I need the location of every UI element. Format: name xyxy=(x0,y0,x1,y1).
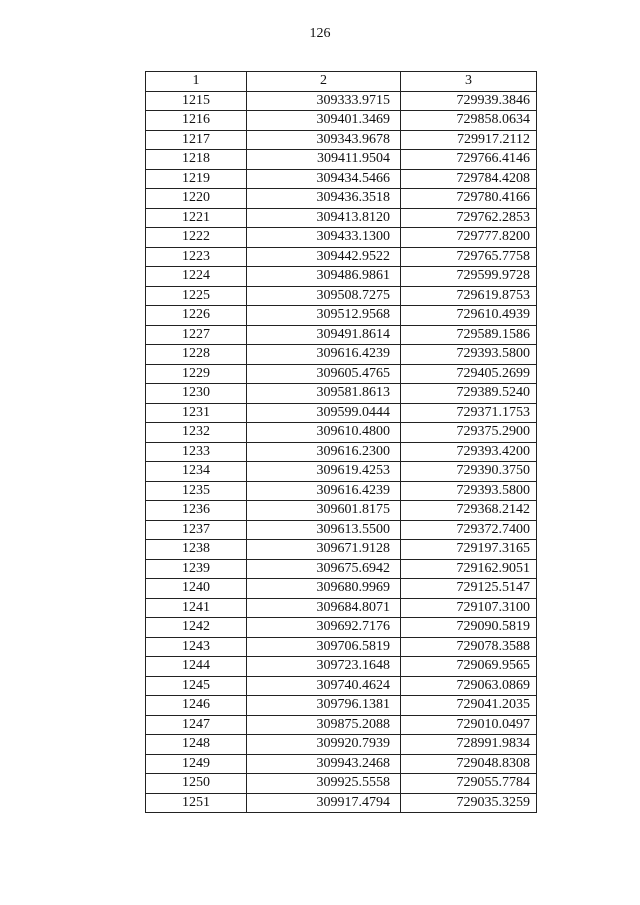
point-number-cell: 1249 xyxy=(146,754,247,774)
x-coordinate-cell: 309433.1300 xyxy=(247,228,401,248)
y-coordinate-cell: 729375.2900 xyxy=(401,423,537,443)
table-row xyxy=(146,462,537,482)
point-number-cell: 1238 xyxy=(146,540,247,560)
x-coordinate-cell: 309920.7939 xyxy=(247,735,401,755)
x-coordinate-cell: 309706.5819 xyxy=(247,637,401,657)
table-row xyxy=(146,715,537,735)
x-coordinate-cell: 309917.4794 xyxy=(247,793,401,813)
y-coordinate-cell: 729610.4939 xyxy=(401,306,537,326)
x-coordinate-cell: 309723.1648 xyxy=(247,657,401,677)
table-row xyxy=(146,423,537,443)
y-coordinate-cell: 729619.8753 xyxy=(401,286,537,306)
y-coordinate-cell: 729107.3100 xyxy=(401,598,537,618)
point-number-cell: 1232 xyxy=(146,423,247,443)
point-number-cell: 1230 xyxy=(146,384,247,404)
y-coordinate-cell: 729069.9565 xyxy=(401,657,537,677)
point-number-cell: 1221 xyxy=(146,208,247,228)
x-coordinate-cell: 309401.3469 xyxy=(247,111,401,131)
table-row xyxy=(146,520,537,540)
table-row xyxy=(146,481,537,501)
x-coordinate-cell: 309581.8613 xyxy=(247,384,401,404)
x-coordinate-cell: 309343.9678 xyxy=(247,130,401,150)
point-number-cell: 1226 xyxy=(146,306,247,326)
x-coordinate-cell: 309491.8614 xyxy=(247,325,401,345)
table-row xyxy=(146,325,537,345)
point-number-cell: 1247 xyxy=(146,715,247,735)
x-coordinate-cell: 309675.6942 xyxy=(247,559,401,579)
point-number-cell: 1248 xyxy=(146,735,247,755)
x-coordinate-cell: 309616.2300 xyxy=(247,442,401,462)
point-number-cell: 1216 xyxy=(146,111,247,131)
y-coordinate-cell: 729078.3588 xyxy=(401,637,537,657)
point-number-cell: 1225 xyxy=(146,286,247,306)
y-coordinate-cell: 729048.8308 xyxy=(401,754,537,774)
x-coordinate-cell: 309875.2088 xyxy=(247,715,401,735)
table-row xyxy=(146,754,537,774)
x-coordinate-cell: 309605.4765 xyxy=(247,364,401,384)
x-coordinate-cell: 309616.4239 xyxy=(247,345,401,365)
point-number-cell: 1233 xyxy=(146,442,247,462)
y-coordinate-cell: 729599.9728 xyxy=(401,267,537,287)
y-coordinate-cell: 729390.3750 xyxy=(401,462,537,482)
y-coordinate-cell: 729368.2142 xyxy=(401,501,537,521)
point-number-cell: 1240 xyxy=(146,579,247,599)
x-coordinate-cell: 309796.1381 xyxy=(247,696,401,716)
point-number-cell: 1215 xyxy=(146,91,247,111)
point-number-cell: 1222 xyxy=(146,228,247,248)
table-row xyxy=(146,403,537,423)
table-row xyxy=(146,306,537,326)
table-row xyxy=(146,267,537,287)
x-coordinate-cell: 309512.9568 xyxy=(247,306,401,326)
table-row xyxy=(146,618,537,638)
y-coordinate-cell: 729125.5147 xyxy=(401,579,537,599)
table-row xyxy=(146,364,537,384)
table-row xyxy=(146,579,537,599)
table-row xyxy=(146,657,537,677)
point-number-cell: 1217 xyxy=(146,130,247,150)
point-number-cell: 1229 xyxy=(146,364,247,384)
point-number-cell: 1237 xyxy=(146,520,247,540)
x-coordinate-cell: 309610.4800 xyxy=(247,423,401,443)
y-coordinate-cell: 729393.5800 xyxy=(401,345,537,365)
x-coordinate-cell: 309411.9504 xyxy=(247,150,401,170)
page-number: 126 xyxy=(309,26,331,41)
y-coordinate-cell: 729405.2699 xyxy=(401,364,537,384)
table-body xyxy=(146,91,537,813)
x-coordinate-cell: 309601.8175 xyxy=(247,501,401,521)
point-number-cell: 1219 xyxy=(146,169,247,189)
y-coordinate-cell: 729762.2853 xyxy=(401,208,537,228)
x-coordinate-cell: 309434.5466 xyxy=(247,169,401,189)
y-coordinate-cell: 729063.0869 xyxy=(401,676,537,696)
point-number-cell: 1218 xyxy=(146,150,247,170)
point-number-cell: 1231 xyxy=(146,403,247,423)
table-row xyxy=(146,384,537,404)
y-coordinate-cell: 729197.3165 xyxy=(401,540,537,560)
table-row xyxy=(146,130,537,150)
table-row xyxy=(146,228,537,248)
table-row xyxy=(146,208,537,228)
y-coordinate-cell: 729055.7784 xyxy=(401,774,537,794)
point-number-cell: 1234 xyxy=(146,462,247,482)
y-coordinate-cell: 729777.8200 xyxy=(401,228,537,248)
table-row xyxy=(146,169,537,189)
point-number-cell: 1223 xyxy=(146,247,247,267)
x-coordinate-cell: 309671.9128 xyxy=(247,540,401,560)
y-coordinate-cell: 729035.3259 xyxy=(401,793,537,813)
x-coordinate-cell: 309599.0444 xyxy=(247,403,401,423)
table-row xyxy=(146,150,537,170)
header-row xyxy=(146,72,537,92)
y-coordinate-cell: 729162.9051 xyxy=(401,559,537,579)
point-number-cell: 1235 xyxy=(146,481,247,501)
y-coordinate-cell: 729393.4200 xyxy=(401,442,537,462)
y-coordinate-cell: 729917.2112 xyxy=(401,130,537,150)
x-coordinate-cell: 309436.3518 xyxy=(247,189,401,209)
column-header-point: 1 xyxy=(146,72,247,92)
table-row xyxy=(146,247,537,267)
x-coordinate-cell: 309925.5558 xyxy=(247,774,401,794)
point-number-cell: 1242 xyxy=(146,618,247,638)
x-coordinate-cell: 309333.9715 xyxy=(247,91,401,111)
table-row xyxy=(146,598,537,618)
y-coordinate-cell: 729780.4166 xyxy=(401,189,537,209)
y-coordinate-cell: 729041.2035 xyxy=(401,696,537,716)
table-row xyxy=(146,501,537,521)
y-coordinate-cell: 729784.4208 xyxy=(401,169,537,189)
table-row xyxy=(146,696,537,716)
y-coordinate-cell: 729090.5819 xyxy=(401,618,537,638)
x-coordinate-cell: 309684.8071 xyxy=(247,598,401,618)
table-row xyxy=(146,774,537,794)
table-row xyxy=(146,286,537,306)
point-number-cell: 1241 xyxy=(146,598,247,618)
x-coordinate-cell: 309740.4624 xyxy=(247,676,401,696)
column-header-x: 2 xyxy=(247,72,401,92)
point-number-cell: 1227 xyxy=(146,325,247,345)
table-row xyxy=(146,735,537,755)
table-row xyxy=(146,559,537,579)
point-number-cell: 1239 xyxy=(146,559,247,579)
table-row xyxy=(146,442,537,462)
table-row xyxy=(146,676,537,696)
point-number-cell: 1250 xyxy=(146,774,247,794)
y-coordinate-cell: 729766.4146 xyxy=(401,150,537,170)
y-coordinate-cell: 729939.3846 xyxy=(401,91,537,111)
y-coordinate-cell: 729372.7400 xyxy=(401,520,537,540)
x-coordinate-cell: 309619.4253 xyxy=(247,462,401,482)
x-coordinate-cell: 309680.9969 xyxy=(247,579,401,599)
point-number-cell: 1251 xyxy=(146,793,247,813)
x-coordinate-cell: 309442.9522 xyxy=(247,247,401,267)
x-coordinate-cell: 309613.5500 xyxy=(247,520,401,540)
point-number-cell: 1220 xyxy=(146,189,247,209)
x-coordinate-cell: 309943.2468 xyxy=(247,754,401,774)
x-coordinate-cell: 309508.7275 xyxy=(247,286,401,306)
table-row xyxy=(146,91,537,111)
y-coordinate-cell: 729858.0634 xyxy=(401,111,537,131)
y-coordinate-cell: 729389.5240 xyxy=(401,384,537,404)
x-coordinate-cell: 309486.9861 xyxy=(247,267,401,287)
table-row xyxy=(146,345,537,365)
point-number-cell: 1246 xyxy=(146,696,247,716)
point-number-cell: 1245 xyxy=(146,676,247,696)
point-number-cell: 1228 xyxy=(146,345,247,365)
x-coordinate-cell: 309413.8120 xyxy=(247,208,401,228)
point-number-cell: 1243 xyxy=(146,637,247,657)
table-row xyxy=(146,793,537,813)
y-coordinate-cell: 729765.7758 xyxy=(401,247,537,267)
point-number-cell: 1236 xyxy=(146,501,247,521)
y-coordinate-cell: 728991.9834 xyxy=(401,735,537,755)
y-coordinate-cell: 729393.5800 xyxy=(401,481,537,501)
y-coordinate-cell: 729371.1753 xyxy=(401,403,537,423)
table-row xyxy=(146,111,537,131)
table-row xyxy=(146,189,537,209)
table-row xyxy=(146,540,537,560)
point-number-cell: 1224 xyxy=(146,267,247,287)
table-row xyxy=(146,637,537,657)
coordinates-table xyxy=(145,71,537,813)
point-number-cell: 1244 xyxy=(146,657,247,677)
x-coordinate-cell: 309692.7176 xyxy=(247,618,401,638)
y-coordinate-cell: 729010.0497 xyxy=(401,715,537,735)
x-coordinate-cell: 309616.4239 xyxy=(247,481,401,501)
y-coordinate-cell: 729589.1586 xyxy=(401,325,537,345)
column-header-y: 3 xyxy=(401,72,537,92)
